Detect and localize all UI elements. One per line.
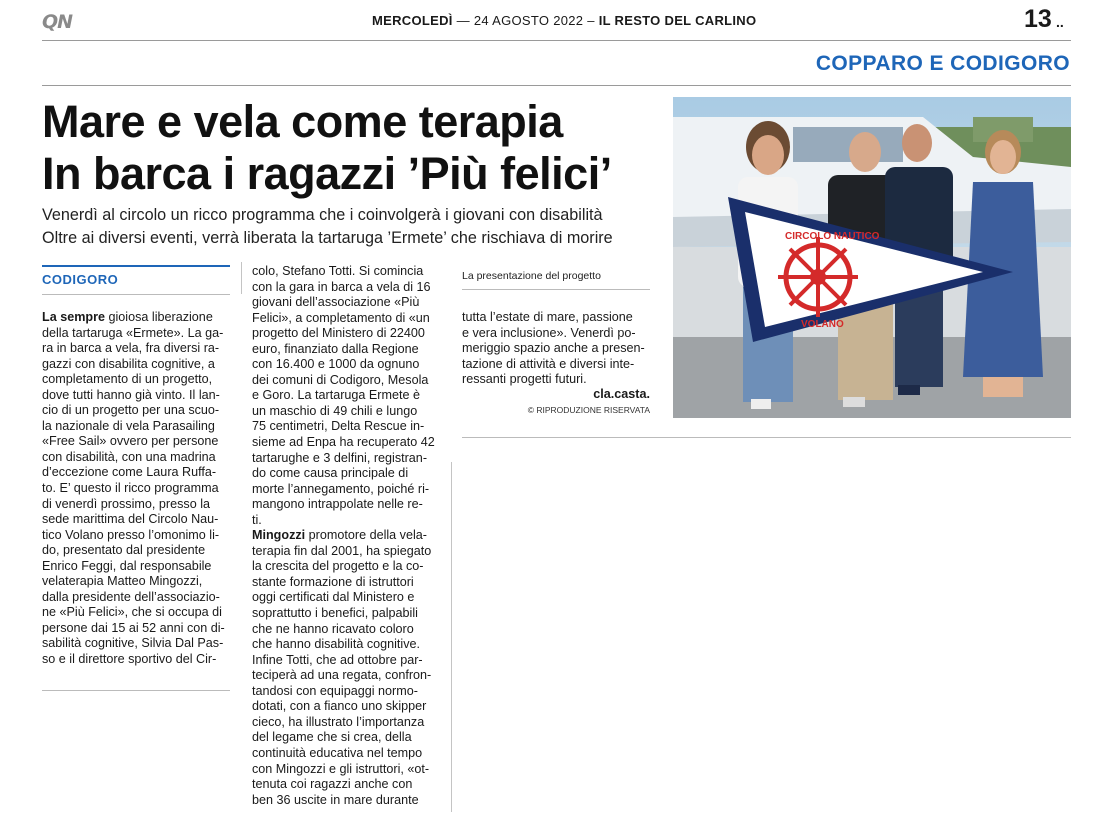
text-line-content: stante formazione di istruttori bbox=[252, 574, 414, 589]
text-line-content: Infine Totti, che ad ottobre par- bbox=[252, 652, 423, 667]
text-line-content: di venerdì prossimo, presso la bbox=[42, 496, 210, 511]
text-line-content: sabilità cognitive, Silvia Dal Pas- bbox=[42, 636, 224, 651]
text-line bbox=[252, 388, 440, 404]
text-line bbox=[252, 264, 440, 280]
text-line-content: 75 centimetri, Delta Rescue in- bbox=[252, 419, 425, 434]
dateline-dash: — bbox=[456, 13, 470, 28]
text-line-content: tutta l’estate di mare, passione bbox=[462, 310, 633, 324]
text-line bbox=[252, 777, 440, 793]
text-line bbox=[252, 435, 440, 451]
text-line bbox=[252, 373, 440, 389]
photo-bottom-rule bbox=[462, 437, 1071, 438]
text-line-content: con Mingozzi e gli istruttori, «ot- bbox=[252, 761, 430, 776]
flag-text-bottom: VOLANO bbox=[801, 319, 844, 330]
text-line-content: to. E’ questo il ricco programma bbox=[42, 481, 219, 496]
author-signature: cla.casta. bbox=[593, 387, 650, 401]
kicker: CODIGORO bbox=[42, 272, 119, 287]
text-line-content: velaterapia Matteo Mingozzi, bbox=[42, 574, 203, 589]
text-line-content: ressanti progetti futuri. bbox=[462, 372, 587, 387]
text-line-content: del legame che si crea, della bbox=[252, 730, 412, 745]
text-line bbox=[252, 606, 440, 622]
dateline-separator: – bbox=[587, 13, 595, 28]
section-title: COPPARO E CODIGORO bbox=[815, 52, 1070, 75]
flag-text-top: CIRCOLO NAUTICO bbox=[785, 231, 880, 242]
text-line-content: morte l’annegamento, poiché ri- bbox=[252, 481, 430, 496]
text-line-content: che ne hanno ricavato coloro bbox=[252, 621, 414, 636]
text-line-content: gazzi con disabilita cognitive, a bbox=[42, 356, 215, 371]
text-line-content: dalla presidente dell’associazio- bbox=[42, 589, 220, 604]
section-rule bbox=[42, 85, 1071, 86]
text-line-content: euro, finanziato dalla Regione bbox=[252, 341, 419, 356]
text-line-content: so e il direttore sportivo del Cir- bbox=[42, 652, 217, 667]
text-line-content: mangono intrappolate nelle re- bbox=[252, 497, 423, 512]
text-line-content: persone dai 15 ai 52 anni con di- bbox=[42, 620, 225, 635]
masthead-rule bbox=[42, 40, 1071, 41]
text-line bbox=[252, 762, 440, 778]
text-line bbox=[252, 746, 440, 762]
text-line bbox=[252, 715, 440, 731]
text-line bbox=[252, 513, 440, 529]
lead-bold: Mingozzi bbox=[252, 528, 306, 543]
text-line bbox=[252, 590, 440, 606]
text-line bbox=[42, 543, 230, 559]
text-line-content: completamento di un progetto, bbox=[42, 372, 213, 387]
text-line bbox=[42, 559, 230, 575]
text-line bbox=[462, 326, 650, 342]
text-line-content: oggi certificati dal Ministero e bbox=[252, 590, 415, 605]
text-line bbox=[42, 403, 230, 419]
text-line-content: tico Volano presso l’omonimo li- bbox=[42, 527, 220, 542]
text-line-content: do, presentato dal presidente bbox=[42, 543, 206, 558]
text-line bbox=[252, 466, 440, 482]
text-line-content: soprattutto i benefici, palpabili bbox=[252, 606, 418, 621]
column-1-end-rule bbox=[42, 690, 230, 691]
text-line bbox=[42, 574, 230, 590]
text-line bbox=[42, 372, 230, 388]
text-line-content: «Free Sail» ovvero per persone bbox=[42, 434, 219, 449]
text-line-content: teciperà ad una regata, confron- bbox=[252, 668, 432, 683]
headline bbox=[42, 96, 612, 200]
text-line bbox=[42, 450, 230, 466]
text-line-content: Felici», a completamento di «un bbox=[252, 310, 430, 325]
caption-rule bbox=[462, 289, 650, 290]
text-line-content: ben 36 uscite in mare durante bbox=[252, 792, 419, 807]
text-line bbox=[42, 590, 230, 606]
text-line bbox=[42, 528, 230, 544]
text-line bbox=[252, 684, 440, 700]
text-line-content: e Goro. La tartaruga Ermete è bbox=[252, 388, 421, 403]
text-line bbox=[252, 668, 440, 684]
text-line bbox=[252, 544, 440, 560]
text-line-content: progetto del Ministero di 22400 bbox=[252, 326, 425, 341]
newspaper-logo: QN bbox=[42, 11, 73, 33]
text-line bbox=[252, 280, 440, 296]
text-line bbox=[42, 310, 230, 326]
headline-line-1: Mare e vela come terapia bbox=[42, 96, 563, 147]
text-line bbox=[462, 341, 650, 357]
text-line bbox=[42, 465, 230, 481]
text-line bbox=[252, 793, 440, 809]
article-photo bbox=[673, 97, 1071, 418]
text-line bbox=[252, 419, 440, 435]
dateline-date: 24 AGOSTO 2022 bbox=[473, 13, 584, 28]
text-line bbox=[42, 388, 230, 404]
text-line-content: dove tutti hanno già vinto. Il lan- bbox=[42, 387, 220, 402]
dateline-newspaper: IL RESTO DEL CARLINO bbox=[598, 13, 757, 28]
text-line bbox=[252, 637, 440, 653]
text-line-content: dei comuni di Codigoro, Mesola bbox=[252, 372, 429, 387]
text-line-content: la nazionale di vela Parasailing bbox=[42, 418, 215, 433]
subheadline-line-2: Oltre ai diversi eventi, verrà liberata la tartaruga ’Ermete’ che rischiava di morire bbox=[42, 229, 613, 247]
text-line bbox=[42, 636, 230, 652]
text-line-content: d’eccezione come Laura Ruffa- bbox=[42, 465, 217, 480]
text-line bbox=[462, 310, 650, 326]
kicker-rule bbox=[42, 294, 230, 295]
text-line-content: la crescita del progetto e la co- bbox=[252, 559, 424, 574]
dateline-weekday: MERCOLEDÌ bbox=[372, 13, 453, 28]
text-line bbox=[252, 311, 440, 327]
text-line bbox=[252, 326, 440, 342]
text-line-content: tartarughe e 3 delfini, registran- bbox=[252, 450, 428, 465]
text-line-content: con disabilità, con una madrina bbox=[42, 449, 216, 464]
text-line bbox=[462, 372, 650, 388]
text-line-content: tandosi con equipaggi normo- bbox=[252, 683, 418, 698]
text-line-content: giovani dell’associazione «Più bbox=[252, 295, 420, 310]
text-line bbox=[42, 341, 230, 357]
text-line bbox=[252, 528, 440, 544]
page-number: 13 bbox=[1024, 5, 1052, 33]
text-line-content: gioiosa liberazione bbox=[108, 310, 213, 324]
text-line-content: tenuta coi ragazzi anche con bbox=[252, 777, 413, 792]
text-line bbox=[42, 605, 230, 621]
text-line-content: continuità educativa nel tempo bbox=[252, 745, 423, 760]
text-line bbox=[42, 652, 230, 668]
photo-caption: La presentazione del progetto bbox=[462, 270, 601, 282]
dateline bbox=[372, 13, 756, 28]
text-line-content: con 16.400 e 1000 da ognuno bbox=[252, 357, 420, 372]
text-line bbox=[42, 512, 230, 528]
text-line-content: ra in barca a vela, fra diversi ra- bbox=[42, 341, 220, 356]
text-line bbox=[42, 419, 230, 435]
text-line-content: colo, Stefano Totti. Si comincia bbox=[252, 264, 424, 278]
text-line-content: promotore della vela- bbox=[308, 528, 427, 543]
text-line-content: dotati, con a fianco uno skipper bbox=[252, 699, 427, 714]
kicker-bar bbox=[42, 265, 230, 267]
text-line bbox=[252, 559, 440, 575]
text-line-content: sede marittima del Circolo Nau- bbox=[42, 512, 219, 527]
column-divider bbox=[451, 462, 452, 812]
text-line-content: della tartaruga «Ermete». La ga- bbox=[42, 325, 224, 340]
text-line bbox=[252, 575, 440, 591]
text-line bbox=[252, 622, 440, 638]
text-line bbox=[42, 357, 230, 373]
text-line-content: cieco, ha illustrato l’importanza bbox=[252, 714, 425, 729]
text-line-content: ti. bbox=[252, 512, 262, 527]
text-line-content: meriggio spazio anche a presen- bbox=[462, 341, 645, 356]
text-line bbox=[252, 699, 440, 715]
text-line bbox=[42, 497, 230, 513]
text-line-content: sieme ad Enpa ha recuperato 42 bbox=[252, 435, 435, 450]
text-line-content: cio di un progetto per una scuo- bbox=[42, 403, 220, 418]
text-line bbox=[462, 357, 650, 373]
lead-bold: La sempre bbox=[42, 310, 105, 324]
text-line bbox=[252, 295, 440, 311]
article-column-2 bbox=[252, 264, 440, 808]
text-line bbox=[42, 434, 230, 450]
text-line-content: e vera inclusione». Venerdì po- bbox=[462, 325, 636, 340]
text-line bbox=[252, 730, 440, 746]
article-column-3 bbox=[462, 310, 650, 388]
text-line-content: un maschio di 49 chili e lungo bbox=[252, 403, 418, 418]
text-line-content: ne «Più Felici», che si occupa di bbox=[42, 605, 222, 620]
text-line-content: con la gara in barca a vela di 16 bbox=[252, 279, 431, 294]
column-divider-top bbox=[241, 262, 242, 294]
text-line-content: do come causa principale di bbox=[252, 466, 409, 481]
text-line bbox=[42, 326, 230, 342]
text-line bbox=[252, 404, 440, 420]
page-number-dots: .. bbox=[1056, 14, 1064, 30]
subheadline bbox=[42, 204, 613, 250]
text-line bbox=[42, 621, 230, 637]
subheadline-line-1: Venerdì al circolo un ricco programma che i coinvolgerà i giovani con disabilità bbox=[42, 206, 603, 224]
text-line-content: tazione di attività e diversi inte- bbox=[462, 356, 635, 371]
text-line bbox=[252, 342, 440, 358]
headline-line-2: In barca i ragazzi ’Più felici’ bbox=[42, 148, 612, 199]
text-line-content: Enrico Feggi, dal responsabile bbox=[42, 558, 212, 573]
text-line-content: terapia fin dal 2001, ha spiegato bbox=[252, 543, 432, 558]
text-line bbox=[252, 357, 440, 373]
copyright-notice: © RIPRODUZIONE RISERVATA bbox=[527, 405, 650, 415]
photo-illustration bbox=[673, 97, 1071, 418]
text-line bbox=[252, 482, 440, 498]
text-line bbox=[42, 481, 230, 497]
article-column-1 bbox=[42, 310, 230, 668]
text-line bbox=[252, 451, 440, 467]
text-line bbox=[252, 653, 440, 669]
text-line-content: che hanno disabilità cognitive. bbox=[252, 637, 421, 652]
text-line bbox=[252, 497, 440, 513]
